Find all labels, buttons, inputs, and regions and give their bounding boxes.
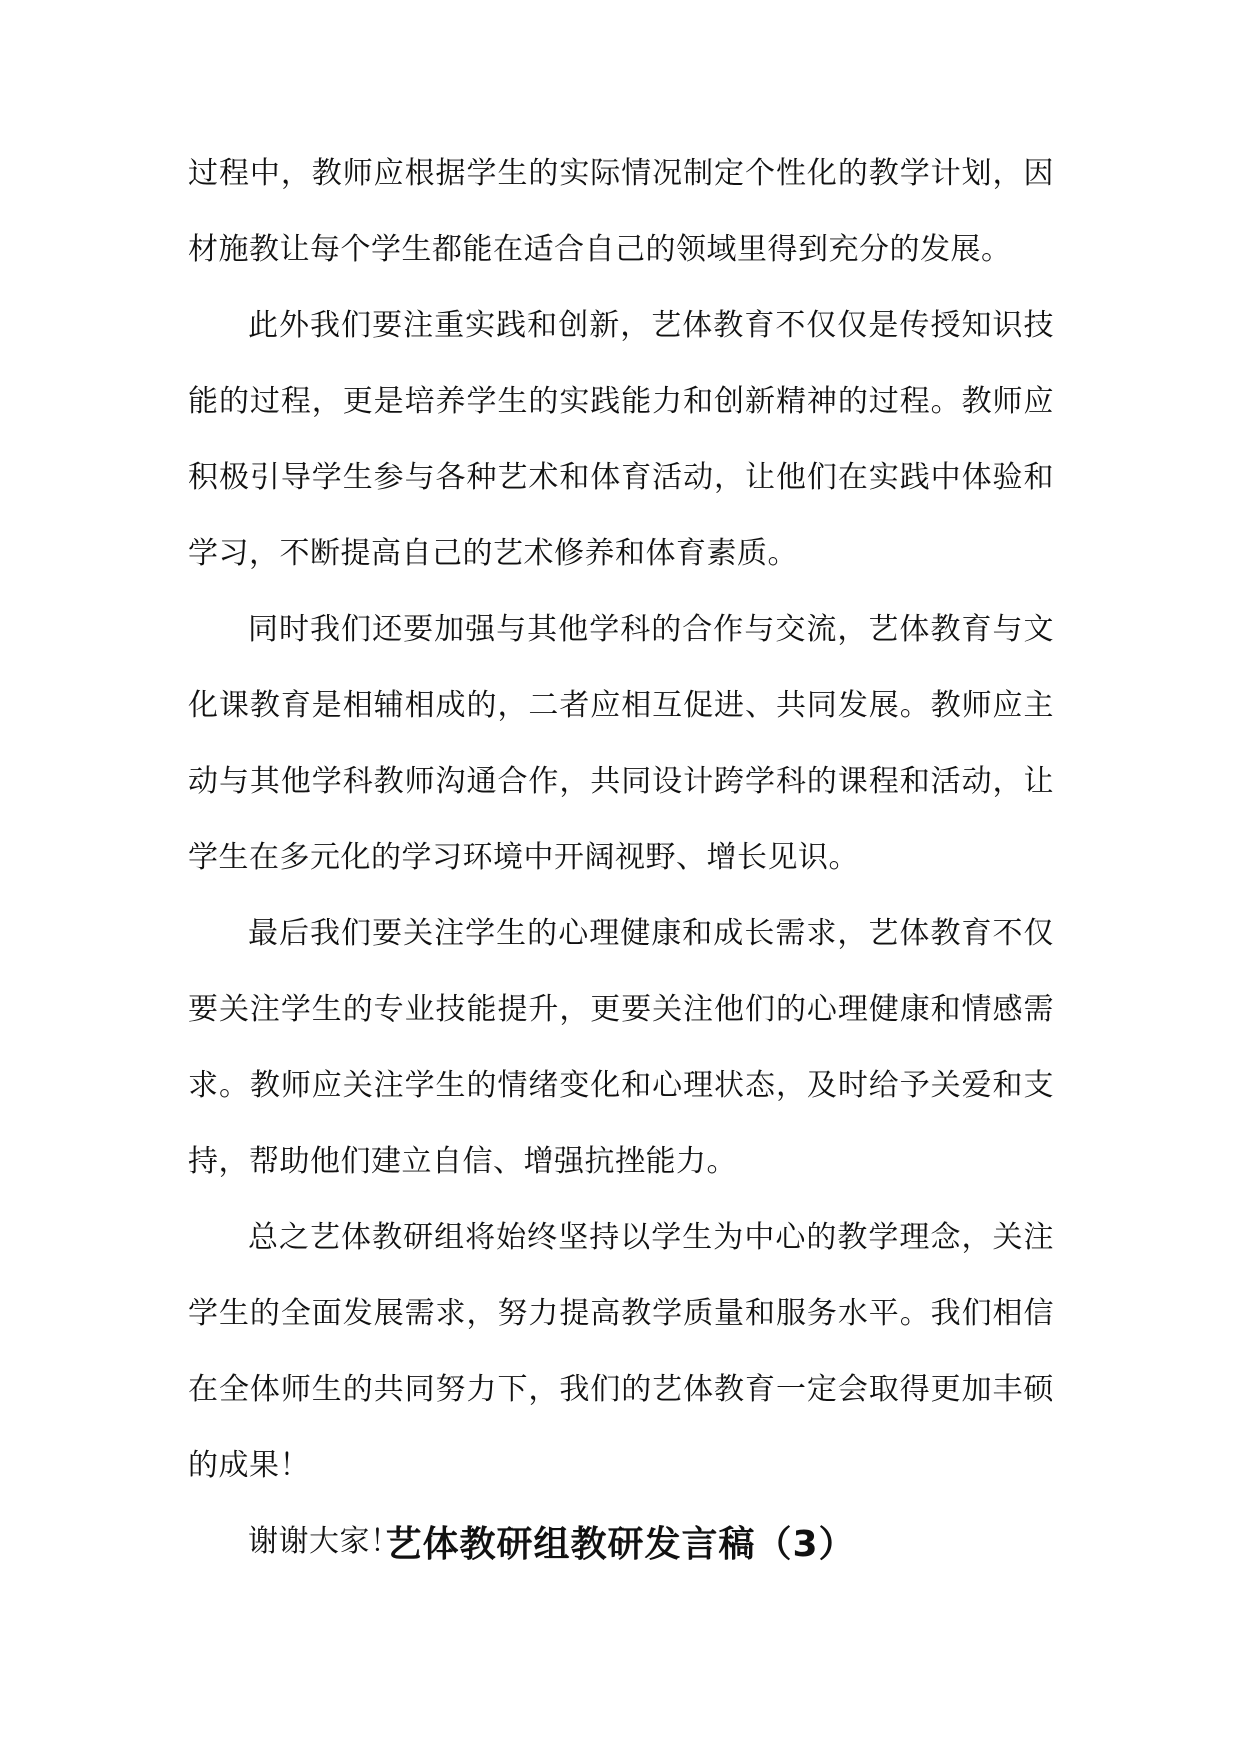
document-body	[188, 136, 1054, 1580]
paragraph-conclusion: 总之艺体教研组将始终坚持以学生为中心的教学理念，关注学生的全面发展需求，努力提高教学质量和服务水平。我们相信在全体师生的共同努力下，我们的艺体教育一定会取得更加丰硕的成果！	[188, 1220, 1054, 1483]
paragraph-thanks: 谢谢大家！	[248, 1524, 401, 1559]
section-heading: 艺体教研组教研发言稿（3）	[385, 1524, 856, 1565]
paragraph-practice-innovation: 此外我们要注重实践和创新，艺体教育不仅仅是传授知识技能的过程，更是培养学生的实践能力和创新精神的过程。教师应积极引导学生参与各种艺术和体育活动，让他们在实践中体验和学习，不断提高自己的艺术修养和体育素质。	[188, 308, 1054, 571]
paragraph-cross-subject: 同时我们还要加强与其他学科的合作与交流，艺体教育与文化课教育是相辅相成的，二者应相互促进、共同发展。教师应主动与其他学科教师沟通合作，共同设计跨学科的课程和活动，让学生在多元化的学习环境中开阔视野、增长见识。	[188, 612, 1054, 875]
paragraph-continuation: 过程中，教师应根据学生的实际情况制定个性化的教学计划，因材施教让每个学生都能在适合自己的领域里得到充分的发展。	[188, 156, 1054, 267]
paragraph-mental-health: 最后我们要关注学生的心理健康和成长需求，艺体教育不仅要关注学生的专业技能提升，更要关注他们的心理健康和情感需求。教师应关注学生的情绪变化和心理状态，及时给予关爱和支持，帮助他们建立自信、增强抗挫能力。	[188, 916, 1054, 1179]
